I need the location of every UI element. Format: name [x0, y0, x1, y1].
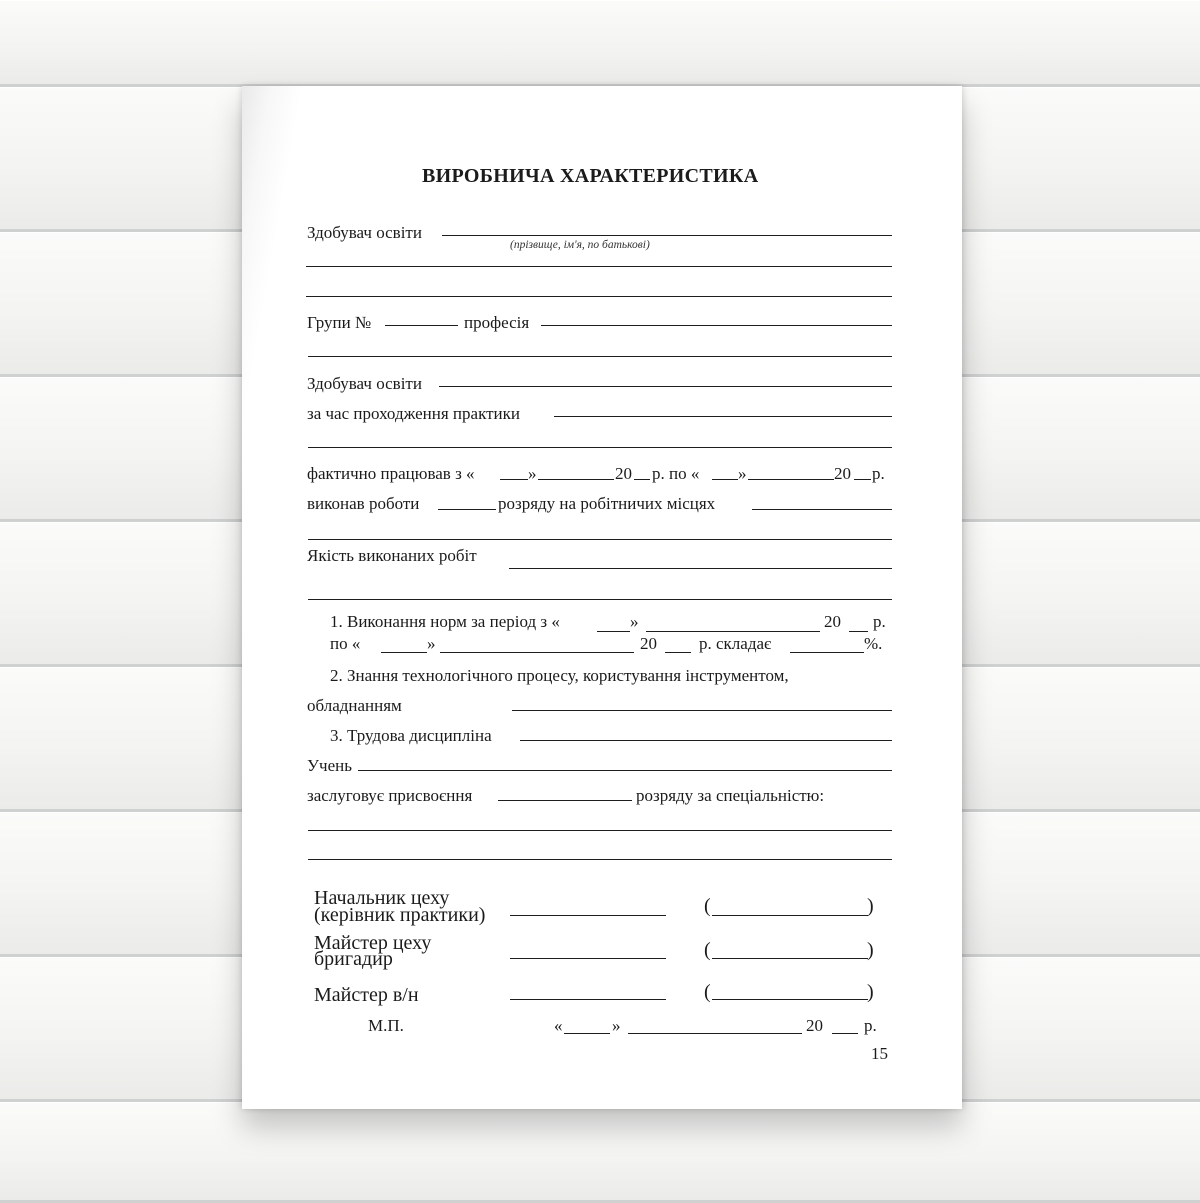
to-day-line[interactable] [712, 479, 738, 480]
master-ind-signature-line[interactable] [510, 999, 666, 1000]
student-extra-line-2[interactable] [306, 296, 892, 297]
head-label-1: Начальник цеху [314, 887, 450, 909]
master-ind-name-line[interactable] [712, 999, 868, 1000]
apprentice-label: Учень [307, 756, 352, 775]
specialty-line-1[interactable] [308, 830, 892, 831]
page-number: 15 [871, 1044, 888, 1063]
year-end: р. [872, 464, 885, 483]
item2-label: 2. Знання технологічного процесу, користування інструментом, [330, 666, 789, 685]
item2-cont: обладнанням [307, 696, 402, 715]
year-prefix: 20 [615, 464, 632, 483]
discipline-line[interactable] [520, 740, 892, 741]
master-label-1: Майстер цеху [314, 932, 432, 954]
from-year-line[interactable] [634, 479, 650, 480]
item3-label: 3. Трудова дисципліна [330, 726, 492, 745]
item1-year-end: р. [873, 612, 886, 631]
master-label-2: бригадир [314, 948, 393, 970]
grade-line[interactable] [438, 509, 496, 510]
date-year: 20 [806, 1016, 823, 1035]
item1-label: 1. Виконання норм за період з « [330, 612, 560, 631]
quote-close-2: » [738, 464, 747, 483]
profession-line[interactable] [541, 325, 892, 326]
student-label-2: Здобувач освіти [307, 374, 422, 393]
workplaces-extra-line[interactable] [308, 539, 892, 540]
date-open: « [554, 1016, 563, 1035]
practice-period-label: за час проходження практики [307, 404, 520, 423]
item1-percent-line[interactable] [790, 652, 864, 653]
to-month-line[interactable] [748, 479, 834, 480]
item1-to-label: по « [330, 634, 361, 653]
paren-open: ( [704, 895, 711, 917]
year-prefix-2: 20 [834, 464, 851, 483]
quality-extra-line[interactable] [308, 599, 892, 600]
equipment-line[interactable] [512, 710, 892, 711]
item1-year-line[interactable] [849, 631, 868, 632]
specialty-line-2[interactable] [308, 859, 892, 860]
item1-from-day-line[interactable] [597, 631, 630, 632]
apprentice-line[interactable] [358, 770, 892, 771]
quality-line[interactable] [509, 568, 892, 569]
master-signature-line[interactable] [510, 958, 666, 959]
assigned-grade-line[interactable] [498, 800, 632, 801]
plank [0, 1102, 1200, 1203]
stamp-label: М.П. [368, 1016, 404, 1035]
grade-specialty-label: розряду за спеціальністю: [636, 786, 825, 805]
head-name-line[interactable] [712, 915, 868, 916]
paren-open: ( [704, 939, 711, 961]
group-label: Групи № [307, 313, 372, 332]
from-day-line[interactable] [500, 479, 528, 480]
name-hint: (прізвище, ім'я, по батькові) [510, 239, 650, 251]
master-name-line[interactable] [712, 958, 868, 959]
profession-extra-line[interactable] [308, 356, 892, 357]
to-year-line[interactable] [854, 479, 871, 480]
from-month-line[interactable] [538, 479, 614, 480]
grade-workplaces-label: розряду на робітничих місцях [498, 494, 716, 513]
paren-open: ( [704, 981, 711, 1003]
date-end: р. [864, 1016, 877, 1035]
quote-close: » [528, 464, 537, 483]
profession-label: професія [464, 313, 530, 332]
head-label-2: (керівник практики) [314, 904, 486, 926]
item1-close: » [630, 612, 639, 631]
paren-close: ) [867, 939, 874, 961]
head-signature-line[interactable] [510, 915, 666, 916]
page-title: ВИРОБНИЧА ХАРАКТЕРИСТИКА [422, 165, 759, 187]
item1-from-month-line[interactable] [646, 631, 820, 632]
date-day-line[interactable] [564, 1033, 610, 1034]
student-2-line[interactable] [439, 386, 892, 387]
plank [0, 0, 1200, 87]
group-number-line[interactable] [385, 325, 458, 326]
item1-to-day-line[interactable] [381, 652, 427, 653]
practice-period-line[interactable] [554, 416, 892, 417]
workplaces-line[interactable] [752, 509, 892, 510]
item1-to-close: » [427, 634, 436, 653]
item1-year2: 20 [640, 634, 657, 653]
item1-to-month-line[interactable] [440, 652, 634, 653]
paren-close: ) [867, 895, 874, 917]
date-year-line[interactable] [832, 1033, 858, 1034]
item1-year2-line[interactable] [665, 652, 691, 653]
item1-year: 20 [824, 612, 841, 631]
paren-close: ) [867, 981, 874, 1003]
practice-extra-line[interactable] [308, 447, 892, 448]
year-suffix: р. по « [652, 464, 700, 483]
item1-amount-label: р. складає [699, 634, 772, 653]
date-close: » [612, 1016, 621, 1035]
form-page [242, 86, 962, 1109]
worked-from-label: фактично працював з « [307, 464, 475, 483]
master-ind-label: Майстер в/н [314, 984, 419, 1006]
date-month-line[interactable] [628, 1033, 802, 1034]
quality-label: Якість виконаних робіт [307, 546, 477, 565]
performed-label: виконав роботи [307, 494, 420, 513]
item1-percent: %. [864, 634, 883, 653]
student-label: Здобувач освіти [307, 223, 422, 242]
deserves-label: заслуговує присвоєння [307, 786, 473, 805]
student-extra-line-1[interactable] [306, 266, 892, 267]
